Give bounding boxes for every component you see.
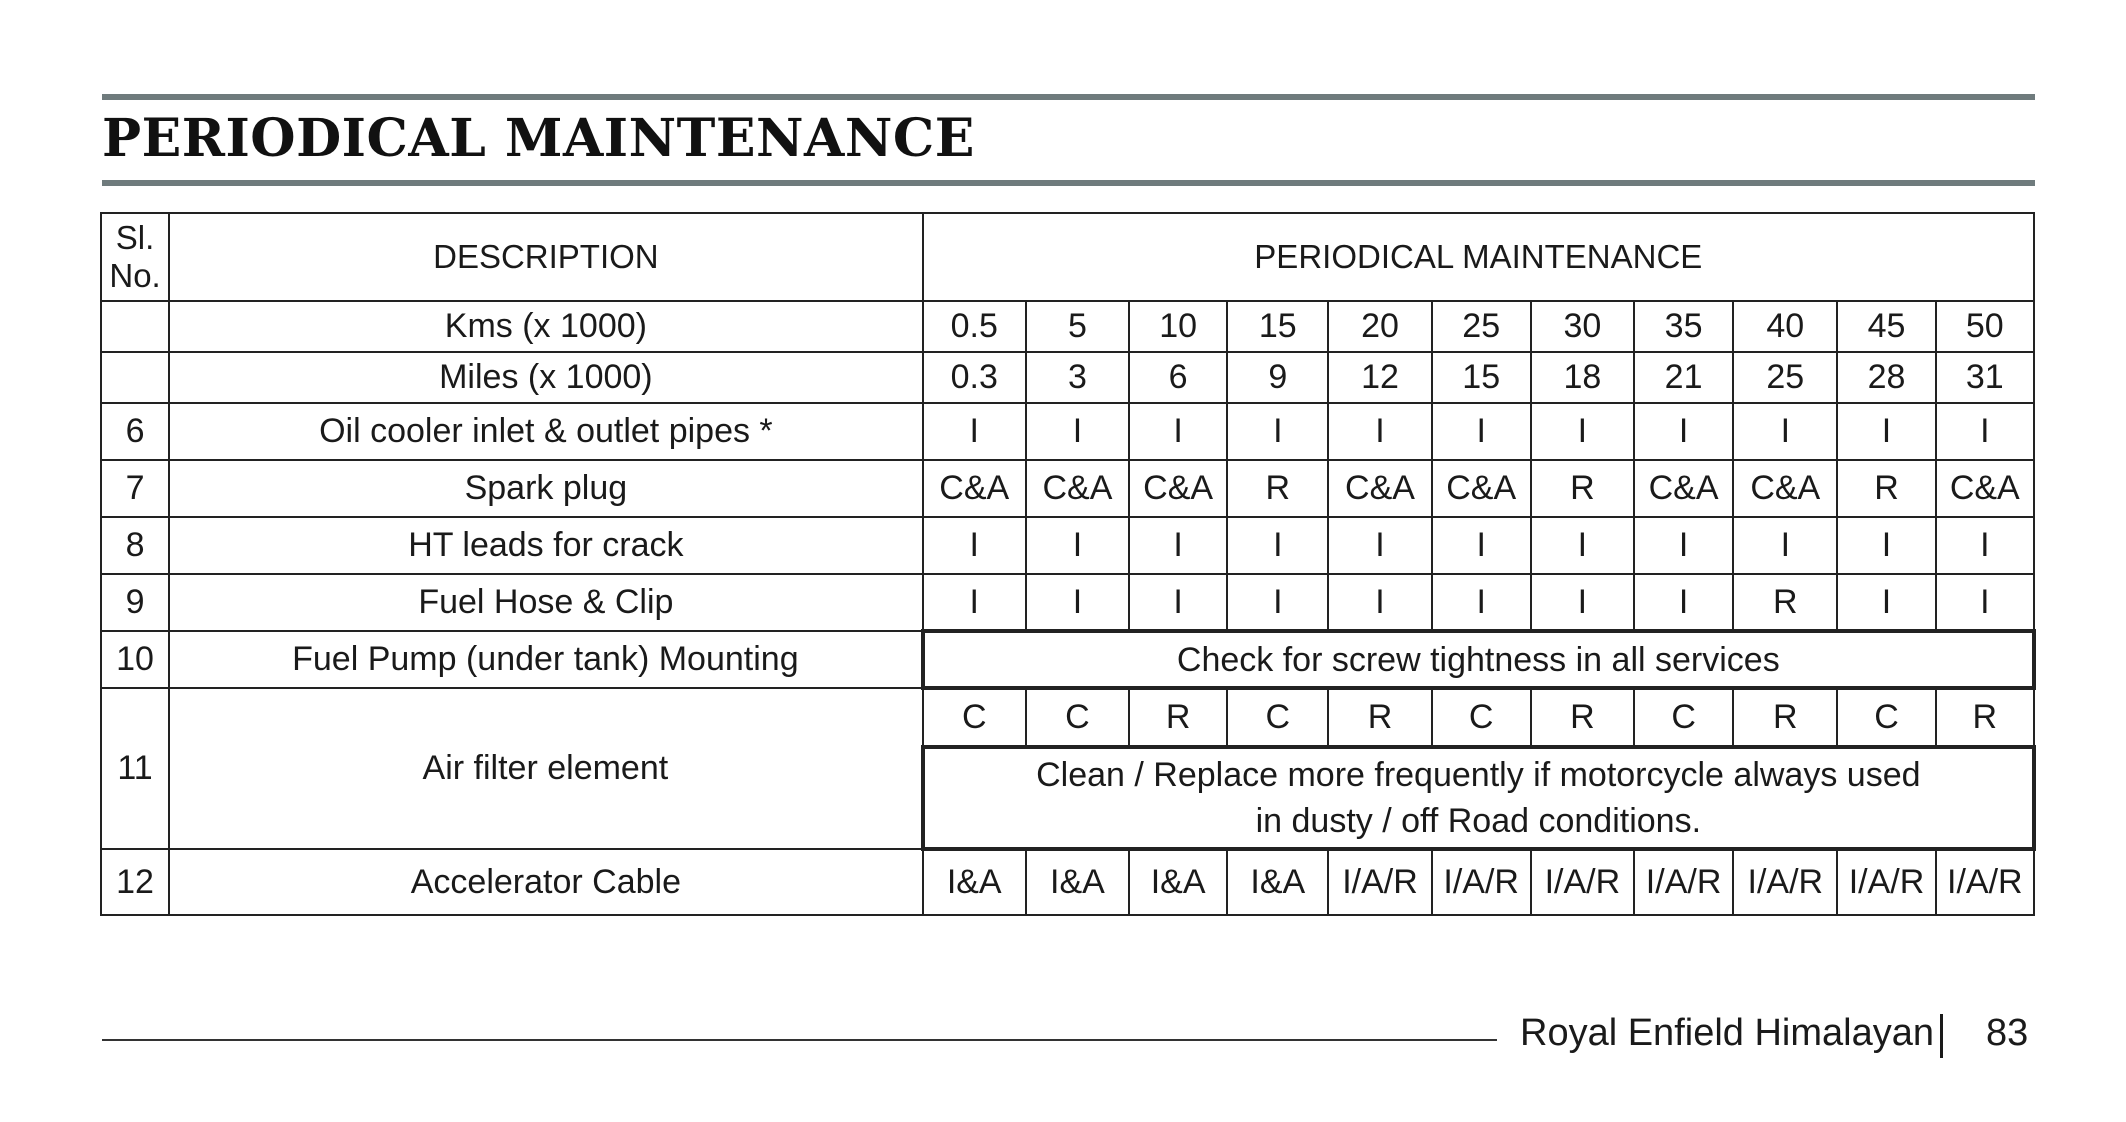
description-cell: Air filter element (169, 688, 923, 849)
table-row (101, 460, 2034, 517)
kms-row (101, 301, 2034, 352)
schedule-cell: I (923, 403, 1026, 460)
schedule-cell: C&A (1129, 460, 1227, 517)
schedule-cell: I (1328, 403, 1431, 460)
kms-cell: 20 (1328, 301, 1431, 352)
miles-cell: 25 (1733, 352, 1837, 403)
schedule-cell: I (1733, 403, 1837, 460)
miles-cell: 6 (1129, 352, 1227, 403)
schedule-cell: I (1129, 403, 1227, 460)
kms-cell: 30 (1531, 301, 1634, 352)
kms-cell: 50 (1936, 301, 2034, 352)
schedule-cell: I (1837, 517, 1935, 574)
footer-separator (1940, 1014, 1943, 1058)
schedule-cell: I (1227, 574, 1328, 631)
schedule-cell: R (1733, 688, 1837, 747)
table-row (101, 403, 2034, 460)
empty-cell (101, 301, 169, 352)
page-number: 83 (1986, 1012, 2029, 1054)
schedule-cell: I (1129, 517, 1227, 574)
schedule-cell: I (1026, 517, 1129, 574)
schedule-cell: I/A/R (1936, 849, 2034, 915)
kms-cell: 25 (1432, 301, 1531, 352)
schedule-cell: I/A/R (1837, 849, 1935, 915)
note-cell: Clean / Replace more frequently if motorcycle always used in dusty / off Road conditions. (923, 747, 2034, 849)
table-row (101, 849, 2034, 915)
note-cell: Check for screw tightness in all services (923, 631, 2034, 688)
kms-label: Kms (x 1000) (169, 301, 923, 352)
schedule-cell: I (1531, 403, 1634, 460)
top-rule (102, 94, 2035, 100)
description-cell: Fuel Pump (under tank) Mounting (169, 631, 923, 688)
description-cell: Spark plug (169, 460, 923, 517)
miles-cell: 9 (1227, 352, 1328, 403)
schedule-cell: I/A/R (1531, 849, 1634, 915)
schedule-cell: I (1733, 517, 1837, 574)
schedule-cell: I (1936, 403, 2034, 460)
schedule-cell: I/A/R (1733, 849, 1837, 915)
table-row (101, 517, 2034, 574)
schedule-cell: R (1531, 688, 1634, 747)
miles-cell: 3 (1026, 352, 1129, 403)
schedule-cell: I (1531, 517, 1634, 574)
schedule-cell: I/A/R (1328, 849, 1431, 915)
sl-no-cell: 11 (101, 688, 169, 849)
miles-cell: 12 (1328, 352, 1431, 403)
schedule-cell: C&A (1328, 460, 1431, 517)
periodical-header: PERIODICAL MAINTENANCE (923, 213, 2034, 301)
schedule-cell: I (1227, 517, 1328, 574)
description-header: DESCRIPTION (169, 213, 923, 301)
kms-cell: 0.5 (923, 301, 1026, 352)
miles-cell: 31 (1936, 352, 2034, 403)
schedule-cell: R (1733, 574, 1837, 631)
footer-book-title: Royal Enfield Himalayan (1520, 1012, 1934, 1054)
description-cell: HT leads for crack (169, 517, 923, 574)
schedule-cell: I (1634, 403, 1733, 460)
schedule-cell: I (1432, 517, 1531, 574)
schedule-cell: C (1026, 688, 1129, 747)
schedule-cell: I/A/R (1432, 849, 1531, 915)
schedule-cell: R (1531, 460, 1634, 517)
miles-cell: 18 (1531, 352, 1634, 403)
schedule-cell: C&A (1026, 460, 1129, 517)
sl-no-cell: 10 (101, 631, 169, 688)
schedule-cell: I (1634, 574, 1733, 631)
sl-no-cell: 6 (101, 403, 169, 460)
schedule-cell: I (1129, 574, 1227, 631)
empty-cell (101, 352, 169, 403)
schedule-cell: I (1026, 574, 1129, 631)
schedule-cell: I (1227, 403, 1328, 460)
schedule-cell: I (1634, 517, 1733, 574)
footer-rule (102, 1039, 1497, 1041)
table-row (101, 631, 2034, 688)
sl-no-header: Sl. No. (101, 213, 169, 301)
page-title: PERIODICAL MAINTENANCE (102, 108, 975, 169)
schedule-cell: I (1936, 574, 2034, 631)
schedule-cell: I&A (1026, 849, 1129, 915)
schedule-cell: C&A (1733, 460, 1837, 517)
schedule-cell: I (1837, 574, 1935, 631)
schedule-cell: I (923, 574, 1026, 631)
kms-cell: 5 (1026, 301, 1129, 352)
kms-cell: 40 (1733, 301, 1837, 352)
schedule-cell: I (1432, 403, 1531, 460)
schedule-cell: C (1227, 688, 1328, 747)
schedule-cell: R (1328, 688, 1431, 747)
sl-no-cell: 12 (101, 849, 169, 915)
miles-cell: 15 (1432, 352, 1531, 403)
schedule-cell: I (1432, 574, 1531, 631)
schedule-cell: I (923, 517, 1026, 574)
schedule-cell: R (1227, 460, 1328, 517)
schedule-cell: I&A (923, 849, 1026, 915)
sl-no-cell: 8 (101, 517, 169, 574)
schedule-cell: I (1531, 574, 1634, 631)
miles-cell: 21 (1634, 352, 1733, 403)
schedule-cell: I&A (1227, 849, 1328, 915)
schedule-cell: C (923, 688, 1026, 747)
schedule-cell: C (1634, 688, 1733, 747)
sl-no-cell: 7 (101, 460, 169, 517)
schedule-cell: C (1432, 688, 1531, 747)
miles-cell: 28 (1837, 352, 1935, 403)
table-row (101, 688, 2034, 747)
miles-label: Miles (x 1000) (169, 352, 923, 403)
title-underline-rule (102, 180, 2035, 186)
maintenance-table (100, 212, 2036, 916)
schedule-cell: I (1936, 517, 2034, 574)
miles-row (101, 352, 2034, 403)
kms-cell: 45 (1837, 301, 1935, 352)
schedule-cell: R (1936, 688, 2034, 747)
kms-cell: 10 (1129, 301, 1227, 352)
header-row (101, 213, 2034, 301)
miles-cell: 0.3 (923, 352, 1026, 403)
schedule-cell: C&A (923, 460, 1026, 517)
schedule-cell: C&A (1432, 460, 1531, 517)
schedule-cell: C&A (1634, 460, 1733, 517)
schedule-cell: I (1026, 403, 1129, 460)
schedule-cell: I/A/R (1634, 849, 1733, 915)
schedule-cell: R (1129, 688, 1227, 747)
sl-no-cell: 9 (101, 574, 169, 631)
schedule-cell: C&A (1936, 460, 2034, 517)
description-cell: Accelerator Cable (169, 849, 923, 915)
schedule-cell: R (1837, 460, 1935, 517)
description-cell: Fuel Hose & Clip (169, 574, 923, 631)
kms-cell: 15 (1227, 301, 1328, 352)
schedule-cell: I (1837, 403, 1935, 460)
schedule-cell: I&A (1129, 849, 1227, 915)
schedule-cell: I (1328, 517, 1431, 574)
schedule-cell: C (1837, 688, 1935, 747)
kms-cell: 35 (1634, 301, 1733, 352)
table-row (101, 574, 2034, 631)
description-cell: Oil cooler inlet & outlet pipes * (169, 403, 923, 460)
schedule-cell: I (1328, 574, 1431, 631)
